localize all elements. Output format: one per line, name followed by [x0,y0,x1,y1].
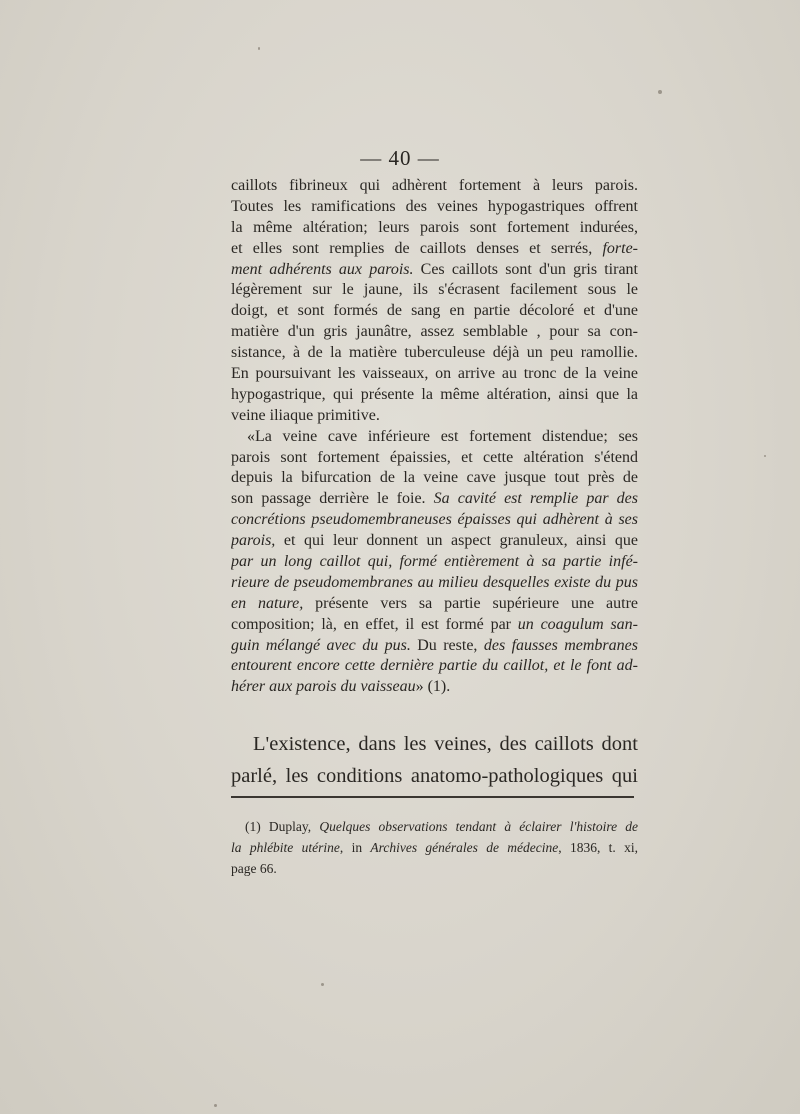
footnote [231,816,638,879]
text-line: L'existence, dans les veines, des caillots dont [253,733,638,755]
italic-span: concrétions pseudomembraneuses épaisses qui adhèrent à ses [231,511,638,529]
text-line: veine iliaque primitive. [231,406,380,424]
italic-span: Archives générales de médecine [370,840,559,855]
footnote-line [231,837,638,858]
text-line [231,552,638,573]
text-line: caillots fibrineux qui adhèrent fortement à leurs parois. [231,177,638,194]
italic-span: Sa cavité est remplie par des [433,490,638,508]
text-span: (1) Duplay, [245,819,320,834]
text-line [231,615,638,636]
italic-span: la phlébite utérine [231,840,340,855]
footnote-line [231,816,638,837]
page-number: — 40 — [360,146,440,170]
text-line: parlé, les conditions anatomo-pathologiques qui [231,765,638,787]
text-line: la même altération; leurs parois sont fortement indurées, [231,218,638,236]
text-line [231,573,638,594]
text-span: présente vers sa partie supérieure une autre [303,594,638,612]
text-span: son passage derrière le foie. [231,490,434,508]
italic-span: hérer aux parois du vaisseau [231,678,416,696]
text-span: composition; là, en effet, il est formé par [231,615,518,633]
italic-span: guin mélangé avec du pus. [231,636,411,654]
italic-span: parois, [231,532,276,550]
paper-speck [764,455,766,457]
body-text [231,176,638,698]
italic-span: entourent encore cette dernière partie du caillot, et le font ad- [231,657,638,675]
paper-speck [258,47,260,50]
text-line [231,510,638,531]
text-line [231,489,638,510]
text-span: » (1). [415,678,451,696]
text-span: , 1836, t. xi, [558,840,638,855]
text-line [231,531,638,552]
text-span: et qui leur donnent un aspect granuleux, ainsi que [275,532,638,550]
text-line [231,239,638,260]
text-line: légèrement sur le jaune, ils s'écrasent facilement sous le [231,281,638,299]
italic-span: Quelques observations tendant à éclairer l'histoire de [319,819,638,834]
text-line: depuis la bifurcation de la veine cave jusque tout près de [231,469,638,487]
text-line [231,677,638,698]
italic-span: par un long caillot qui, formé entièrement à sa partie infé- [231,553,638,571]
text-line: «La veine cave inférieure est fortement distendue; ses [247,427,638,445]
large-text [231,728,638,792]
italic-span: en nature, [231,594,304,612]
footnote-rule [231,796,634,798]
italic-span: forte- [602,239,638,257]
paper-speck [658,90,662,94]
italic-span: un coagulum san- [517,615,638,633]
footnote-line: page 66. [231,861,277,876]
text-span: et elles sont remplies de caillots denses et serrés, [231,239,603,257]
text-line: Toutes les ramifications des veines hypogastriques offrent [231,197,638,215]
text-line: En poursuivant les vaisseaux, on arrive au tronc de la veine [231,365,638,383]
text-span: Du reste, [410,636,484,654]
text-line [231,636,638,657]
text-line: parois sont fortement épaissies, et cette altération s'étend [231,448,638,466]
text-line [231,594,638,615]
paper-speck [214,1104,217,1107]
paper-speck [321,983,324,986]
text-span: Ces caillots sont d'un gris tirant [413,260,638,278]
text-line: doigt, et sont formés de sang en partie décoloré et d'une [231,302,638,320]
text-line [231,260,638,281]
italic-span: ment adhérents aux parois. [231,260,414,278]
italic-span: rieure de pseudomembranes au milieu desquelles existe du pus [231,573,638,591]
text-line: sistance, à de la matière tuberculeuse déjà un peu ramollie. [231,344,638,362]
text-span: , in [339,840,371,855]
text-line [231,656,638,677]
text-line: matière d'un gris jaunâtre, assez semblable , pour sa con- [231,323,638,341]
italic-span: des fausses membranes [483,636,638,654]
text-line: hypogastrique, qui présente la même altération, ainsi que la [231,385,638,403]
